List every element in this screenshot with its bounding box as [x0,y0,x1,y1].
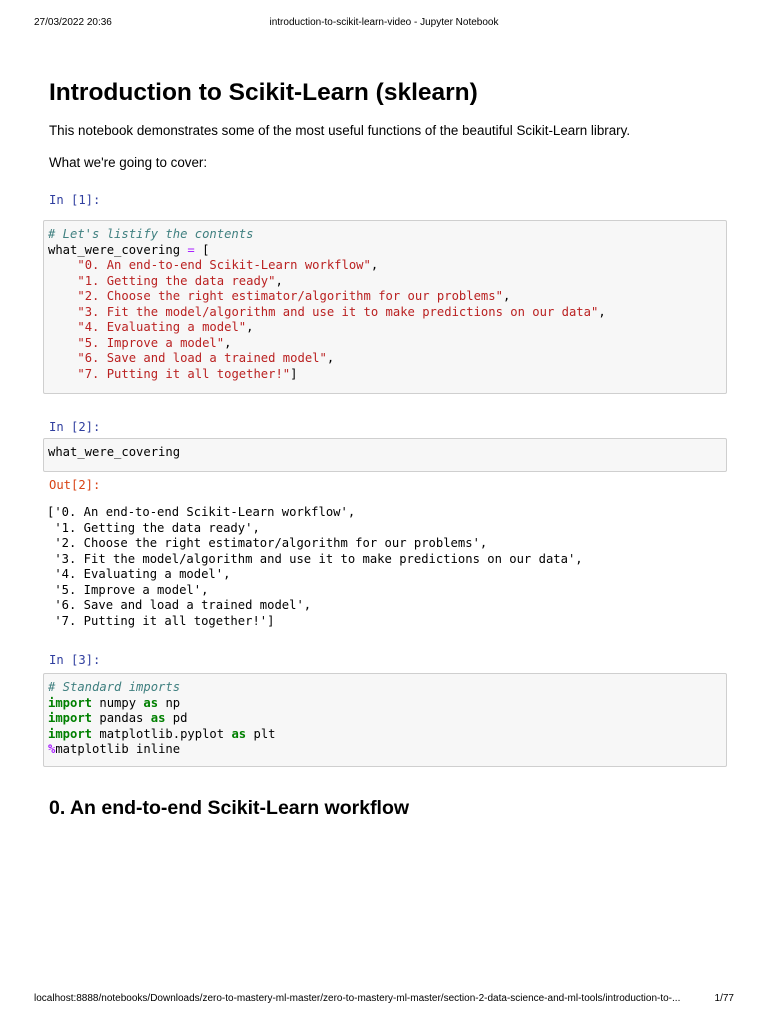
code-operator: = [187,242,195,257]
cell2-out-prompt: Out[2]: [49,478,101,492]
code-module: numpy [99,695,137,710]
code-alias: np [165,695,181,710]
code-cell-1-source[interactable]: # Let's listify the contents what_were_covering = [ "0. An end-to-end Scikit-Learn workflow", "1. Getting the data ready", "2. Choose the right estimator/algorithm for our problems", "3. Fit the model/algorithm and use it to make predictions on our data", "4. Evaluating a model", "5. Improve a model", "6. Save and load a trained model", "7. Putting it all together!"] [48,227,606,381]
code-comment: # Let's listify the contents [48,227,254,241]
code-string: "1. Getting the data ready" [77,273,276,288]
code-string: "3. Fit the model/algorithm and use it to make predictions on our data" [77,304,599,319]
cell2-output: ['0. An end-to-end Scikit-Learn workflow', '1. Getting the data ready', '2. Choose the right estimator/algorithm for our problems', '3. Fit the model/algorithm and use it to make predictions on our data', '4. Evaluating a model', '5. Improve a model', '6. Save and load a trained model', '7. Putting it all together!'] [47,505,583,628]
code-var: what_were_covering [48,242,181,257]
code-cell-3-source[interactable] [48,680,722,758]
cell3-prompt: In [3]: [49,653,101,667]
notebook-content [43,70,727,821]
code-string: "4. Evaluating a model" [77,320,247,334]
code-module: pandas [99,711,144,725]
print-url: localhost:8888/notebooks/Downloads/zero-to-mastery-ml-master/zero-to-mastery-ml-master/section-2-data-science-and-ml-tools/introduction-to-... [34,993,681,1004]
print-footer [34,993,734,1007]
code-string: "2. Choose the right estimator/algorithm for our problems" [77,289,503,303]
code-keyword-import: import [48,695,93,710]
code-close-bracket: ] [290,366,298,381]
code-keyword-as: as [143,695,159,710]
code-keyword-as: as [150,711,166,725]
print-page-title: introduction-to-scikit-learn-video - Jupyter Notebook [269,17,499,28]
code-magic-command: matplotlib inline [55,742,181,756]
code-keyword-import: import [48,726,93,741]
code-cell-2[interactable] [43,438,727,472]
notebook-heading: Introduction to Scikit-Learn (sklearn) [49,79,478,106]
code-open-bracket: [ [202,242,210,257]
code-cell-2-source[interactable]: what_were_covering [48,445,181,459]
code-keyword-import: import [48,711,93,725]
page-number: 1/77 [714,993,734,1004]
cover-text: What we're going to cover: [49,155,208,170]
intro-text: This notebook demonstrates some of the most useful functions of the beautiful Scikit-Learn library. [49,123,631,138]
code-string: "0. An end-to-end Scikit-Learn workflow" [77,258,371,272]
code-string: "7. Putting it all together!" [77,366,291,381]
code-alias: plt [253,726,276,741]
code-cell-3[interactable] [43,673,727,767]
code-module: matplotlib.pyplot [99,726,225,741]
code-keyword-as: as [231,726,247,741]
section-heading: 0. An end-to-end Scikit-Learn workflow [49,797,410,819]
cell2-prompt: In [2]: [49,420,101,434]
code-cell-1[interactable] [43,220,727,394]
code-alias: pd [172,711,188,725]
code-string: "6. Save and load a trained model" [77,351,327,365]
cell1-prompt: In [1]: [49,193,101,207]
code-string: "5. Improve a model" [77,335,225,350]
print-datetime: 27/03/2022 20:36 [34,17,112,28]
code-comment: # Standard imports [48,680,181,694]
cell2-output-area [43,505,727,629]
code-magic-symbol: % [48,742,56,756]
print-header [34,17,734,31]
